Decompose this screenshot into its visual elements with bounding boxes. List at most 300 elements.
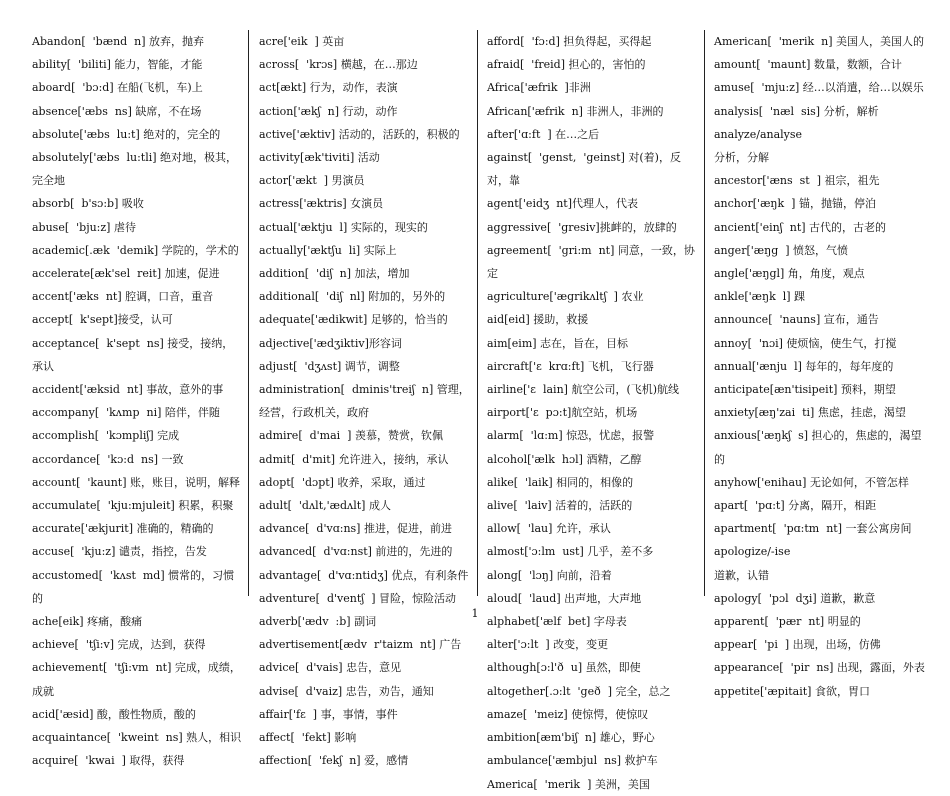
- entry-definition: 缺席，不在场: [131, 104, 202, 118]
- entry-definition: 活动的，活跃的，积极的: [335, 127, 460, 141]
- entry-definition: 美国人，美国人的: [832, 35, 925, 48]
- entry-word: aloud[ 'laud]: [487, 591, 561, 605]
- vocab-entry: [714, 53, 926, 76]
- vocab-entry: [259, 564, 470, 587]
- entry-word: aboard[ 'bɔ:d]: [32, 81, 114, 95]
- entry-definition: 分析，分解: [714, 151, 769, 165]
- vocab-entry: [714, 540, 926, 563]
- entry-definition: 行为，动作，表演: [306, 81, 398, 95]
- vocab-entry: [32, 262, 242, 285]
- entry-definition: 飞机，飞行器: [584, 359, 654, 373]
- entry-definition: 酒精，乙醇: [582, 452, 642, 466]
- entry-definition: 担心的，焦虑的，渴望的: [714, 429, 922, 466]
- vocab-entry: [259, 216, 470, 239]
- entry-definition: 担负得起，买得起: [559, 35, 652, 48]
- vocab-entry: [32, 564, 242, 610]
- entry-word: agreement[ 'gri:m nt]: [487, 243, 615, 257]
- entry-definition: 角，角度，观点: [784, 267, 865, 281]
- entry-word: absence['æbs ns]: [32, 104, 132, 118]
- entry-word: accustomed[ 'kʌst md]: [32, 568, 165, 582]
- entry-word: American[ 'merik n]: [714, 35, 833, 48]
- entry-definition: 男演员: [328, 174, 365, 188]
- entry-definition: 横越，在…那边: [337, 58, 418, 72]
- vocab-entry: [487, 378, 696, 401]
- entry-word: act[ækt]: [259, 81, 307, 95]
- entry-definition: 预料，期望: [837, 383, 896, 397]
- vocab-entry: [32, 703, 242, 726]
- entry-definition: 担心的，害怕的: [565, 58, 646, 72]
- entry-word: anyhow['enihau]: [714, 475, 807, 489]
- entry-definition: 管理，经营，行政机关，政府: [259, 383, 470, 420]
- entry-definition: 忠告，劝告，通知: [342, 684, 434, 698]
- vocab-entry: [259, 656, 470, 679]
- entry-definition: 学院的，学术的: [158, 243, 239, 257]
- entry-definition: 代理人，代表: [572, 197, 638, 211]
- vocab-entry: [32, 308, 242, 331]
- vocab-entry: [32, 146, 242, 192]
- entry-word: accordance[ 'kɔ:d ns]: [32, 452, 159, 466]
- entry-word: aggressive[ 'gresiv]: [487, 220, 600, 234]
- vocab-entry: [487, 332, 696, 355]
- vocab-entry: [487, 285, 696, 308]
- entry-word: apologize/-ise: [714, 545, 791, 559]
- entry-definition: 实际上: [360, 243, 397, 257]
- entry-definition: 每年的，每年度的: [801, 359, 894, 373]
- entry-word: against[ 'genst, 'geinst]: [487, 151, 625, 165]
- entry-definition: 踝: [790, 290, 806, 304]
- vocab-column-3: [487, 30, 696, 791]
- vocab-entry: [714, 146, 926, 169]
- entry-definition: 推进，促进，前进: [360, 522, 452, 536]
- vocab-entry: [487, 100, 696, 123]
- entry-definition: 英亩: [318, 35, 345, 48]
- entry-word: accomplish[ 'kɔmpliʃ]: [32, 429, 154, 443]
- entry-definition: 航空公司，(飞机)航线: [567, 383, 680, 397]
- entry-word: airline['ɛ lain]: [487, 383, 568, 397]
- entry-word: aid[eid]: [487, 313, 530, 327]
- entry-word: afford[ 'fɔ:d]: [487, 35, 560, 48]
- entry-definition: 改变，变更: [549, 638, 609, 652]
- entry-word: acquaintance[ 'kweint ns]: [32, 731, 183, 745]
- entry-word: anger['æŋg ]: [714, 243, 790, 257]
- column-divider: [477, 30, 478, 596]
- vocab-entry: [259, 146, 470, 169]
- entry-word: active['æktiv]: [259, 127, 336, 141]
- vocab-entry: [714, 378, 926, 401]
- entry-definition: 分析，解析: [820, 104, 879, 118]
- entry-word: amount[ 'maunt]: [714, 58, 811, 72]
- vocab-entry: [487, 192, 696, 215]
- vocab-column-4: [714, 30, 926, 698]
- entry-word: ancestor['æns st ]: [714, 174, 821, 188]
- vocab-entry: [259, 30, 470, 53]
- entry-definition: 焦虑，挂虑，渴望: [814, 406, 906, 420]
- entry-word: almost['ɔ:lm ust]: [487, 545, 584, 559]
- entry-word: account[ 'kaunt]: [32, 475, 127, 489]
- vocab-entry: [259, 355, 470, 378]
- vocab-entry: [487, 308, 696, 331]
- entry-definition: 无论如何，不管怎样: [806, 475, 909, 489]
- vocab-entry: [259, 100, 470, 123]
- page-number: 1: [471, 607, 479, 620]
- column-divider: [248, 30, 249, 596]
- vocab-entry: [32, 378, 242, 401]
- entry-word: America[ 'merik ]: [487, 777, 592, 791]
- vocab-entry: [32, 517, 242, 540]
- vocab-entry: [32, 53, 242, 76]
- vocab-entry: [714, 262, 926, 285]
- entry-word: accept[ k'sept]: [32, 313, 118, 327]
- entry-word: acquire[ 'kwai ]: [32, 754, 126, 768]
- entry-definition: 古代的，古老的: [805, 220, 887, 234]
- vocab-entry: [487, 30, 696, 53]
- entry-word: ambulance['æmbjul ns]: [487, 754, 622, 768]
- entry-word: affect[ 'fekt]: [259, 731, 331, 745]
- vocab-entry: [487, 53, 696, 76]
- entry-definition: 农业: [617, 290, 644, 304]
- vocab-entry: [487, 703, 696, 726]
- entry-word: adjust[ 'dʒʌst]: [259, 359, 342, 373]
- entry-definition: 道歉，认错: [714, 568, 769, 582]
- entry-definition: 非洲人，非洲的: [582, 104, 664, 118]
- entry-word: acid['æsid]: [32, 707, 94, 721]
- vocab-entry: [259, 76, 470, 99]
- entry-definition: 接受，接纳，承认: [32, 336, 234, 373]
- entry-definition: 忠告，意见: [342, 661, 402, 675]
- entry-definition: 形容词: [368, 336, 402, 350]
- vocab-entry: [32, 216, 242, 239]
- entry-definition: 援助，救援: [529, 313, 589, 327]
- vocab-entry: [259, 633, 470, 656]
- vocab-entry: [259, 308, 470, 331]
- vocab-entry: [487, 749, 696, 772]
- entry-definition: 加法，增加: [351, 267, 410, 281]
- vocab-entry: [32, 401, 242, 424]
- vocab-entry: [32, 332, 242, 378]
- entry-definition: 完成: [153, 429, 180, 443]
- entry-word: advertisement[ædv r'taizm nt]: [259, 638, 436, 652]
- entry-word: analysis[ 'næl sis]: [714, 104, 821, 118]
- entry-word: anxiety[æŋ'zai ti]: [714, 406, 815, 420]
- entry-word: adopt[ 'dɔpt]: [259, 475, 334, 489]
- vocab-entry: [487, 494, 696, 517]
- entry-word: acre['eik ]: [259, 35, 319, 48]
- entry-definition: 女演员: [346, 197, 384, 211]
- entry-word: admire[ d'mai ]: [259, 429, 352, 443]
- entry-definition: 同意，一致，协定: [487, 243, 695, 281]
- vocab-entry: [714, 308, 926, 331]
- entry-definition: 虐待: [110, 220, 136, 234]
- entry-definition: 事故，意外的事: [142, 383, 224, 397]
- vocab-entry: [487, 448, 696, 471]
- entry-word: actor['ækt ]: [259, 174, 329, 188]
- vocab-entry: [259, 540, 470, 563]
- entry-word: addition[ 'diʃ n]: [259, 267, 352, 281]
- entry-definition: 经…以消遣，给…以娱乐: [799, 81, 924, 95]
- entry-definition: 活动: [354, 151, 380, 165]
- entry-word: apart[ 'pɑ:t]: [714, 499, 785, 513]
- entry-word: allow[ 'lau]: [487, 522, 553, 536]
- entry-definition: 事，事情，事件: [317, 707, 398, 721]
- entry-word: activity[æk'tiviti]: [259, 151, 355, 165]
- entry-definition: 美洲，美国: [591, 777, 650, 791]
- vocab-entry: [487, 633, 696, 656]
- vocab-entry: [259, 494, 470, 517]
- entry-word: alphabet['ælf bet]: [487, 615, 591, 629]
- entry-word: absolute['æbs lu:t]: [32, 127, 140, 141]
- entry-word: accuse[ 'kju:z]: [32, 545, 116, 559]
- vocab-entry: [487, 76, 696, 99]
- entry-definition: 准确的，精确的: [133, 522, 214, 536]
- entry-definition: 出声地，大声地: [560, 591, 642, 605]
- vocab-entry: [487, 216, 696, 239]
- entry-definition: 相同的，相像的: [552, 475, 634, 489]
- entry-definition: 吸收: [118, 197, 144, 211]
- vocab-entry: [259, 703, 470, 726]
- entry-definition: 虽然，即使: [582, 661, 641, 675]
- entry-word: adjective['ædʒiktiv]: [259, 336, 369, 350]
- vocab-entry: [259, 262, 470, 285]
- entry-word: alarm[ 'lɑ:m]: [487, 429, 563, 443]
- entry-word: absorb[ b'sɔ:b]: [32, 197, 119, 211]
- vocab-entry: [32, 726, 242, 749]
- entry-word: apartment[ 'pɑ:tm nt]: [714, 522, 843, 536]
- entry-definition: 熟人，相识: [182, 731, 242, 745]
- entry-word: appearance[ 'pir ns]: [714, 661, 834, 675]
- entry-definition: 允许进入，接纳，承认: [334, 452, 449, 466]
- vocab-entry: [714, 401, 926, 424]
- column-divider: [704, 30, 705, 596]
- vocab-entry: [259, 123, 470, 146]
- vocab-entry: [32, 656, 242, 702]
- vocab-entry: [487, 656, 696, 679]
- vocab-entry: [714, 123, 926, 146]
- entry-word: accent['æks nt]: [32, 290, 122, 304]
- entry-word: analyze/analyse: [714, 127, 803, 141]
- entry-definition: 能力，智能，才能: [110, 58, 203, 72]
- entry-definition: 祖宗，祖先: [821, 174, 880, 188]
- vocab-entry: [32, 30, 242, 53]
- vocab-entry: [259, 169, 470, 192]
- entry-word: advanced[ d'vɑ:nst]: [259, 545, 372, 559]
- entry-word: abuse[ 'bju:z]: [32, 220, 111, 234]
- entry-word: alcohol['ælk hɔl]: [487, 452, 583, 466]
- entry-word: across[ 'krɔs]: [259, 58, 338, 72]
- entry-word: advantage[ d'vɑ:ntidʒ]: [259, 568, 388, 582]
- entry-definition: 绝对的，完全的: [139, 127, 221, 141]
- entry-word: ambition[æm'biʃ n]: [487, 731, 597, 745]
- vocab-entry: [487, 564, 696, 587]
- entry-definition: 一致: [158, 452, 184, 466]
- entry-definition: 活着的，活跃的: [551, 499, 633, 513]
- entry-word: apology[ 'pɔl dʒi]: [714, 591, 817, 605]
- vocab-entry: [714, 424, 926, 470]
- vocab-entry: [259, 680, 470, 703]
- entry-word: absolutely['æbs lu:tli]: [32, 151, 157, 165]
- entry-definition: 冒险，惊险活动: [375, 591, 457, 605]
- entry-definition: 航空站，机场: [571, 406, 638, 420]
- vocab-entry: [487, 726, 696, 749]
- entry-definition: 羡慕，赞赏，钦佩: [351, 429, 443, 443]
- entry-word: airport['ɛ pɔ:t]: [487, 406, 572, 420]
- entry-definition: 接受，认可: [117, 313, 173, 327]
- entry-definition: 宣布，通告: [820, 313, 879, 327]
- entry-word: alter['ɔ:lt ]: [487, 638, 550, 652]
- entry-definition: 收养，采取，通过: [333, 475, 426, 489]
- entry-word: agriculture['ægrikʌltʃ ]: [487, 290, 618, 304]
- entry-definition: 非洲: [568, 81, 591, 95]
- entry-definition: 字母表: [590, 615, 627, 629]
- entry-definition: 优点，有利条件: [387, 568, 469, 582]
- entry-definition: 食欲，胃口: [811, 684, 870, 698]
- entry-definition: 实际的，现实的: [347, 220, 428, 234]
- entry-definition: 酸，酸性物质，酸的: [93, 707, 196, 721]
- entry-definition: 愤怒，气愤: [789, 243, 849, 257]
- entry-word: actress['æktris]: [259, 197, 347, 211]
- vocab-entry: [32, 471, 242, 494]
- entry-word: actually['æktʃu li]: [259, 243, 361, 257]
- vocab-entry: [714, 192, 926, 215]
- entry-word: aircraft['ɛ krɑ:ft]: [487, 359, 585, 373]
- entry-word: adequate['ædikwit]: [259, 313, 368, 327]
- entry-definition: 向前，沿着: [553, 568, 612, 582]
- vocab-entry: [32, 633, 242, 656]
- entry-word: advise[ d'vaiz]: [259, 684, 343, 698]
- entry-definition: 分离，隔开，相距: [784, 499, 877, 513]
- vocab-entry: [714, 332, 926, 355]
- entry-word: altogether[.ɔ:lt 'geð ]: [487, 684, 613, 698]
- entry-definition: 调节，调整: [341, 359, 400, 373]
- entry-word: academic[.æk 'demik]: [32, 243, 159, 257]
- entry-word: afraid[ 'freid]: [487, 58, 566, 72]
- vocab-entry: [259, 378, 470, 424]
- entry-word: achievement[ 'tʃi:vm nt]: [32, 661, 172, 675]
- entry-word: additional[ 'diʃ nl]: [259, 290, 365, 304]
- entry-word: ability[ 'biliti]: [32, 58, 111, 72]
- entry-word: anticipate[æn'tisipeit]: [714, 383, 838, 397]
- entry-word: advance[ d'vɑ:ns]: [259, 522, 361, 536]
- vocab-entry: [714, 656, 926, 679]
- entry-definition: 挑衅的，放肆的: [599, 220, 677, 234]
- entry-word: actual['æktju l]: [259, 220, 348, 234]
- vocab-entry: [714, 239, 926, 262]
- vocab-entry: [32, 100, 242, 123]
- vocab-entry: [259, 192, 470, 215]
- entry-definition: 数量，数额，合计: [810, 58, 902, 72]
- entry-definition: 行动，动作: [339, 104, 398, 118]
- entry-word: aim[eim]: [487, 336, 537, 350]
- vocab-entry: [259, 53, 470, 76]
- entry-word: amuse[ 'mju:z]: [714, 81, 800, 95]
- vocab-entry: [714, 517, 926, 540]
- entry-word: amaze[ 'meiz]: [487, 707, 568, 721]
- entry-word: adverb['ædv :b]: [259, 615, 351, 629]
- entry-definition: 腔调，口音，重音: [121, 290, 214, 304]
- entry-word: ache[eik]: [32, 615, 84, 629]
- entry-definition: 爱，感情: [360, 754, 409, 768]
- entry-word: alike[ 'laik]: [487, 475, 553, 489]
- entry-word: agent['eidʒ nt]: [487, 197, 572, 211]
- entry-word: annual['ænju l]: [714, 359, 802, 373]
- vocab-entry: [32, 494, 242, 517]
- entry-definition: 惯常的，习惯的: [32, 568, 235, 605]
- vocab-entry: [714, 30, 926, 53]
- entry-definition: 放弃，抛弃: [145, 35, 205, 48]
- vocab-entry: [714, 564, 926, 587]
- vocab-entry: [714, 216, 926, 239]
- vocab-entry: [32, 192, 242, 215]
- entry-word: action['ækʃ n]: [259, 104, 340, 118]
- entry-word: accident['æksid nt]: [32, 383, 143, 397]
- vocab-entry: [259, 424, 470, 447]
- entry-definition: 惊恐，忧虑，报警: [562, 429, 655, 443]
- vocab-entry: [714, 76, 926, 99]
- entry-word: adventure[ d'ventʃ ]: [259, 591, 376, 605]
- entry-word: Africa['æfrik ]: [487, 81, 569, 95]
- entry-definition: 在船(飞机，车)上: [113, 81, 203, 95]
- entry-definition: 完成，达到，获得: [114, 638, 206, 652]
- vocab-entry: [32, 749, 242, 772]
- entry-definition: 雄心，野心: [596, 731, 655, 745]
- entry-word: annoy[ 'nɔi]: [714, 336, 783, 350]
- vocab-entry: [487, 401, 696, 424]
- entry-word: announce[ 'nauns]: [714, 313, 821, 327]
- vocab-entry: [487, 680, 696, 703]
- entry-word: along[ 'lɔŋ]: [487, 568, 554, 582]
- vocab-entry: [32, 448, 242, 471]
- vocab-entry: [714, 169, 926, 192]
- entry-word: affair['fɛ ]: [259, 707, 318, 721]
- entry-word: accumulate[ 'kju:mjuleit]: [32, 499, 175, 513]
- vocab-entry: [32, 239, 242, 262]
- entry-definition: 积累，积聚: [174, 499, 234, 513]
- vocab-entry: [487, 471, 696, 494]
- vocab-column-1: [32, 30, 242, 768]
- entry-definition: 前进的，先进的: [371, 545, 453, 559]
- vocab-entry: [259, 471, 470, 494]
- entry-word: anchor['æŋk ]: [714, 197, 796, 211]
- entry-definition: 出现，出场，仿佛: [789, 638, 881, 652]
- vocab-entry: [32, 424, 242, 447]
- entry-word: advice[ d'vais]: [259, 661, 343, 675]
- entry-definition: 绝对地，极其，完全地: [32, 151, 238, 188]
- vocab-entry: [259, 285, 470, 308]
- vocab-entry: [487, 355, 696, 378]
- entry-definition: 陪伴，伴随: [161, 406, 220, 420]
- entry-word: adult[ 'dʌlt,'ædʌlt]: [259, 499, 366, 513]
- entry-word: ankle['æŋk l]: [714, 290, 791, 304]
- vocab-entry: [487, 517, 696, 540]
- vocab-entry: [487, 424, 696, 447]
- entry-definition: 谴责，指控，告发: [115, 545, 207, 559]
- vocab-entry: [714, 355, 926, 378]
- vocab-entry: [714, 633, 926, 656]
- entry-definition: 账，账目，说明，解释: [126, 475, 241, 489]
- entry-definition: 影响: [330, 731, 357, 745]
- entry-definition: 一套公寓房间: [842, 522, 912, 536]
- entry-word: alive[ 'laiv]: [487, 499, 552, 513]
- entry-word: African['æfrik n]: [487, 104, 583, 118]
- vocab-entry: [714, 285, 926, 308]
- entry-word: Abandon[ 'bænd n]: [32, 35, 146, 48]
- vocab-entry: [32, 540, 242, 563]
- vocab-entry: [32, 285, 242, 308]
- entry-word: after['ɑ:ft ]: [487, 127, 552, 141]
- vocab-entry: [259, 239, 470, 262]
- entry-word: admit[ d'mit]: [259, 452, 335, 466]
- entry-definition: 完全，总之: [612, 684, 671, 698]
- entry-definition: 对(着)，反对，靠: [487, 151, 681, 188]
